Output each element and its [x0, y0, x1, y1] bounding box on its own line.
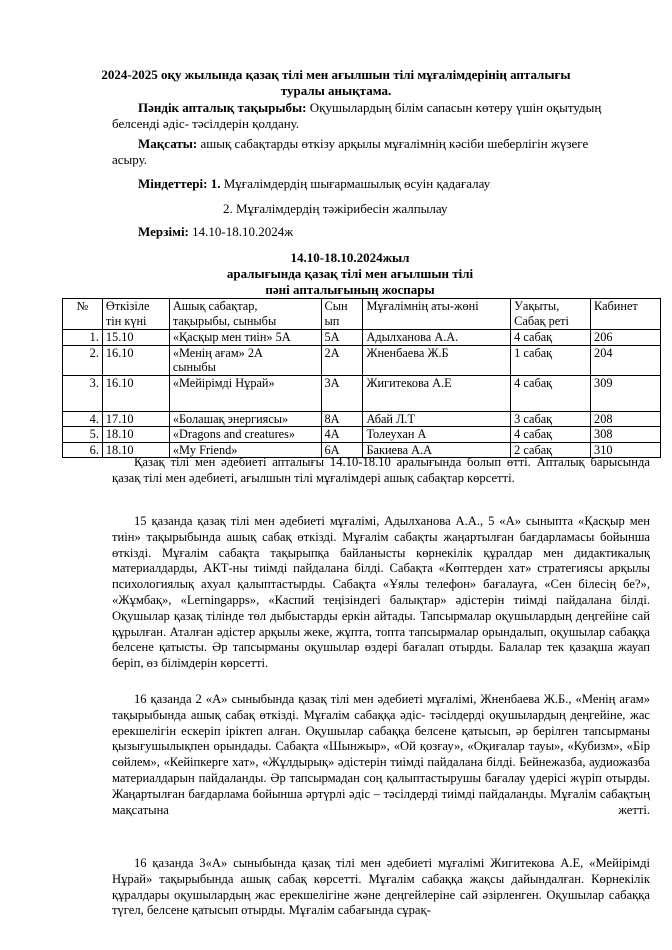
table-row	[63, 345, 661, 375]
paragraph-3	[112, 692, 650, 818]
row-num: 6.	[63, 442, 103, 458]
table-row	[63, 427, 661, 443]
row-room: 206	[591, 330, 661, 346]
theme-text-1: Оқушылардың білім сапасын көтеру үшін оқытудың	[309, 100, 602, 115]
paragraph-4: 16 қазанда 3«А» сыныбында қазақ тілі мен әдебиеті мұғалімі Жигитекова А.Е, «Мейірімді Нұрай» тақырыбында ашық сабақ көрсетті. Мұғалім сабаққа жақсы дайындалған. Көрнекілік құралдары оқушылардың жас ерекшелігіне және деңгейлеріне сай әзірленген. Оқушылар сабаққа түгел, белсене қатысып отырды. Мұғалім сабағында сұрақ-	[112, 856, 650, 918]
row-lesson: «Қасқыр мен тиін» 5А	[169, 330, 321, 346]
plan-title-line-3: пәні апталығының жоспары	[265, 282, 435, 297]
row-date: 16.10	[102, 375, 169, 411]
header-time-l2: Сабақ реті	[514, 313, 569, 328]
tasks-item1-num: 1.	[210, 176, 221, 191]
row-class: 3А	[321, 375, 363, 411]
doc-title-line-2: туралы анықтама.	[280, 83, 392, 98]
row-time: 4 сабақ	[511, 330, 591, 346]
row-date: 15.10	[102, 330, 169, 346]
plan-title-line-2: аралығында қазақ тілі мен ағылшын тілі	[226, 266, 474, 281]
row-date: 18.10	[102, 442, 169, 458]
theme-label: Пәндік апталық тақырыбы:	[138, 100, 307, 115]
goal-text-1: ашық сабақтарды өткізу арқылы мұғалімнің кәсіби шеберлігін жүзеге	[200, 136, 589, 151]
row-lesson: «Болашақ энергиясы»	[169, 411, 321, 427]
paragraph-3-text: 16 қазанда 2 «А» сыныбында қазақ тілі мен әдебиеті мұғалімі, Жненбаева Ж.Б., «Менің ағам» тақырыбында ашық сабақ өткізді. Мұғалім сабаққа әдіс- тәсілдерді оқушылардың деңгейіне, жас ерекшелігін ескеріп іріктеп алған. Оқушылар сабаққа белсене қатысып, әр берілген тапсырманы қызығушылықпен орындады. Сабақта «Шынжыр», «Ой қозғау», «Оқиғалар тауы», «Кубизм», «Бір сөйлем», «Кейіпкерге хат», «Жұлдырық» әдістерін тиімді пайдалана білді. Бейнежазба, аудиожазба материалдарын пайдаланды. Әр тапсырмадан соң қалыптастырушы бағалау үдерісі жүріп отырды. Жаңартылған бағдарлама бойынша әртүрлі әдіс – тәсілдерді тиімді пайдаланды. Мұғалім сабақтың мақсатына	[112, 692, 650, 817]
goal-label: Мақсаты:	[138, 136, 198, 151]
theme-line-1	[138, 100, 601, 116]
header-class	[321, 299, 363, 330]
row-date: 17.10	[102, 411, 169, 427]
table-header-row	[63, 299, 661, 330]
row-lesson: «Dragons and creatures»	[169, 427, 321, 443]
row-class: 8А	[321, 411, 363, 427]
paragraph-2: 15 қазанда қазақ тілі мен әдебиеті мұғалімі, Адылханова А.А., 5 «А» сыныпта «Қасқыр мен тиін» тақырыбында ашық сабақ өткізді. Мұғалім сабақты жаңартылған бағдарламасы бойынша өткізді. Мұғалім сабақта тақырыпқа байланысты көрнекілік құралдар мен дидактикалық материалдарды, АКТ-ны тиімді пайдалана білді. Сабақта «Көптерден хат» стратегиясы арқылы психологиялық ахуал қалыптастырды. Сабақта «Ұялы телефон» бағалауға, «Сен білесің бе?», «Жұмбақ», «Lerningapps», «Каспий теңізіндегі балықтар» әдістерін тиімді пайдалана білді. Оқушылар қазақ тілінде төл дыбыстарды еркін айтады. Тапсырмалар оқушылардың деңгейіне сай құрылған. Аталған әдістер арқылы жеке, жұпта, топта тапсырмалар орындалып, оқушылар сабаққа белсене қатысты. Әр тапсырманы оқушылар өздері бағалап отырды. Балалар тек қазақша жауап беріп, өз білімдерін көрсетті.	[112, 514, 650, 671]
row-room: 208	[591, 411, 661, 427]
row-date: 18.10	[102, 427, 169, 443]
header-date	[102, 299, 169, 330]
row-teacher: Бакиева А.А	[363, 442, 511, 458]
row-num: 2.	[63, 345, 103, 375]
header-lesson-l2: тақырыбы, сыныбы	[172, 313, 277, 328]
row-teacher: Жненбаева Ж.Б	[363, 345, 511, 375]
header-date-l1: Өткізіле	[105, 299, 150, 313]
plan-title-line-1: 14.10-18.10.2024жыл	[290, 250, 410, 265]
goal-line-1	[138, 136, 588, 152]
row-time: 4 сабақ	[511, 375, 591, 411]
row-teacher: Жигитекова А.Е	[363, 375, 511, 411]
row-room: 204	[591, 345, 661, 375]
table-row	[63, 375, 661, 411]
header-num: №	[63, 299, 103, 330]
table-row	[63, 411, 661, 427]
goal-text-2: асыру.	[112, 152, 148, 167]
tasks-line-1	[138, 176, 490, 192]
tasks-item1-text: Мұғалімдердің шығармашылық өсуін қадағалау	[223, 176, 491, 191]
row-num: 5.	[63, 427, 103, 443]
deadline-value: 14.10-18.10.2024ж	[192, 224, 294, 239]
row-room: 310	[591, 442, 661, 458]
header-date-l2: тін күні	[105, 313, 147, 328]
row-class: 2А	[321, 345, 363, 375]
row-time: 3 сабақ	[511, 411, 591, 427]
row-room: 308	[591, 427, 661, 443]
row-num: 3.	[63, 375, 103, 411]
row-teacher: Абай Л.Т	[363, 411, 511, 427]
row-num: 1.	[63, 330, 103, 346]
header-class-l1: Сын	[324, 299, 348, 313]
tasks-label: Міндеттері:	[138, 176, 208, 191]
row-date: 16.10	[102, 345, 169, 375]
table-row	[63, 330, 661, 346]
header-lesson-l1: Ашық сабақтар,	[172, 299, 258, 313]
row-time: 1 сабақ	[511, 345, 591, 375]
row-teacher: Толеухан А	[363, 427, 511, 443]
deadline-line	[138, 224, 293, 240]
schedule-table	[62, 298, 661, 458]
row-class: 6А	[321, 442, 363, 458]
row-lesson-l2: сыныбы	[172, 360, 216, 374]
tasks-item-2: 2. Мұғалімдердің тәжірибесін жалпылау	[223, 201, 448, 216]
row-room: 309	[591, 375, 661, 411]
theme-text-2: белсенді әдіс- тәсілдерін қолдану.	[112, 116, 300, 131]
row-lesson: «My Friend»	[169, 442, 321, 458]
doc-title-line-1: 2024-2025 оқу жылында қазақ тілі мен ағылшын тілі мұғалімдерінің апталығы	[101, 67, 571, 82]
header-room: Кабинет	[591, 299, 661, 330]
row-time: 4 сабақ	[511, 427, 591, 443]
paragraph-1: Қазақ тілі мен әдебиеті апталығы 14.10-18.10 аралығында болып өтті. Апталық барысында қазақ тілі мен әдебиеті, ағылшын тілі мұғалімдері ашық сабақтар көрсетті.	[112, 455, 650, 485]
header-teacher: Мұғалімнің аты-жөні	[363, 299, 511, 330]
paragraph-3-end: жетті.	[618, 802, 650, 817]
deadline-label: Мерзімі:	[138, 224, 189, 239]
row-time: 2 сабақ	[511, 442, 591, 458]
row-num: 4.	[63, 411, 103, 427]
row-lesson	[169, 345, 321, 375]
row-teacher: Адылханова А.А.	[363, 330, 511, 346]
header-time-l1: Уақыты,	[514, 299, 560, 313]
row-class: 4А	[321, 427, 363, 443]
row-lesson: «Мейірімді Нұрай»	[169, 375, 321, 411]
header-lesson	[169, 299, 321, 330]
header-time	[511, 299, 591, 330]
row-lesson-l1: «Менің ағам» 2А	[172, 345, 263, 360]
row-class: 5А	[321, 330, 363, 346]
header-class-l2: ып	[324, 313, 340, 328]
